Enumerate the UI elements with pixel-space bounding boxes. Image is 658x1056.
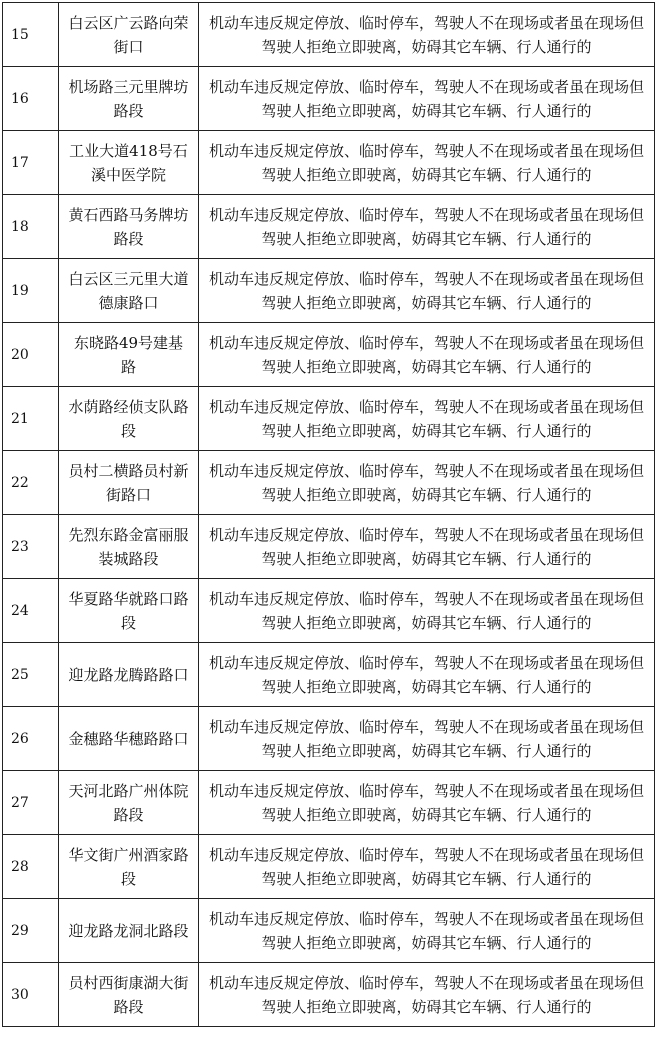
location-text: 黄石西路马务牌坊路段 [68, 205, 189, 248]
description-cell [199, 3, 655, 67]
location-cell [59, 579, 199, 643]
description-cell [199, 515, 655, 579]
table-row [3, 3, 655, 67]
table-row [3, 195, 655, 259]
description-text: 机动车违反规定停放、临时停车，驾驶人不在现场或者虽在现场但驾驶人拒绝立即驶离，妨碍其它车辆、行人通行的 [208, 77, 644, 120]
location-text: 金穗路华穗路路口 [68, 729, 189, 748]
table-row [3, 515, 655, 579]
description-cell [199, 131, 655, 195]
location-cell [59, 643, 199, 707]
location-cell [59, 3, 199, 67]
row-number-cell: 24 [3, 579, 59, 643]
description-text: 机动车违反规定停放、临时停车，驾驶人不在现场或者虽在现场但驾驶人拒绝立即驶离，妨碍其它车辆、行人通行的 [208, 653, 644, 696]
location-text: 东晓路49号建基路 [73, 333, 184, 376]
description-cell [199, 963, 655, 1027]
location-cell [59, 707, 199, 771]
location-text: 白云区三元里大道德康路口 [68, 269, 189, 312]
location-text: 华夏路华就路口路段 [68, 589, 189, 632]
table-row [3, 707, 655, 771]
row-number-cell: 20 [3, 323, 59, 387]
location-text: 工业大道418号石溪中医学院 [69, 141, 188, 184]
table-row [3, 451, 655, 515]
location-cell [59, 771, 199, 835]
description-cell [199, 387, 655, 451]
row-number-cell: 29 [3, 899, 59, 963]
location-text: 员村二横路员村新街路口 [68, 461, 189, 504]
row-number-cell: 30 [3, 963, 59, 1027]
description-text: 机动车违反规定停放、临时停车，驾驶人不在现场或者虽在现场但驾驶人拒绝立即驶离，妨碍其它车辆、行人通行的 [208, 269, 644, 312]
table-row [3, 387, 655, 451]
description-cell [199, 771, 655, 835]
location-text: 华文街广州酒家路段 [68, 845, 189, 888]
location-text: 员村西街康湖大街路段 [68, 973, 189, 1016]
row-number-cell: 16 [3, 67, 59, 131]
description-cell [199, 643, 655, 707]
location-cell [59, 323, 199, 387]
description-text: 机动车违反规定停放、临时停车，驾驶人不在现场或者虽在现场但驾驶人拒绝立即驶离，妨碍其它车辆、行人通行的 [208, 205, 644, 248]
location-cell [59, 515, 199, 579]
table-row [3, 643, 655, 707]
description-text: 机动车违反规定停放、临时停车，驾驶人不在现场或者虽在现场但驾驶人拒绝立即驶离，妨碍其它车辆、行人通行的 [208, 397, 644, 440]
violation-locations-table [2, 2, 655, 1027]
description-text: 机动车违反规定停放、临时停车，驾驶人不在现场或者虽在现场但驾驶人拒绝立即驶离，妨碍其它车辆、行人通行的 [208, 717, 644, 760]
description-text: 机动车违反规定停放、临时停车，驾驶人不在现场或者虽在现场但驾驶人拒绝立即驶离，妨碍其它车辆、行人通行的 [208, 461, 644, 504]
location-cell [59, 259, 199, 323]
description-cell [199, 259, 655, 323]
row-number-cell: 15 [3, 3, 59, 67]
description-text: 机动车违反规定停放、临时停车，驾驶人不在现场或者虽在现场但驾驶人拒绝立即驶离，妨碍其它车辆、行人通行的 [208, 909, 644, 952]
description-text: 机动车违反规定停放、临时停车，驾驶人不在现场或者虽在现场但驾驶人拒绝立即驶离，妨碍其它车辆、行人通行的 [208, 141, 644, 184]
description-text: 机动车违反规定停放、临时停车，驾驶人不在现场或者虽在现场但驾驶人拒绝立即驶离，妨碍其它车辆、行人通行的 [208, 525, 644, 568]
location-text: 白云区广云路向荣街口 [68, 13, 189, 56]
row-number-cell: 18 [3, 195, 59, 259]
location-cell [59, 451, 199, 515]
description-cell [199, 835, 655, 899]
description-cell [199, 707, 655, 771]
location-text: 先烈东路金富丽服装城路段 [68, 525, 189, 568]
location-cell [59, 899, 199, 963]
table-row [3, 899, 655, 963]
description-cell [199, 67, 655, 131]
row-number-cell: 26 [3, 707, 59, 771]
description-text: 机动车违反规定停放、临时停车，驾驶人不在现场或者虽在现场但驾驶人拒绝立即驶离，妨碍其它车辆、行人通行的 [208, 845, 644, 888]
table-row [3, 579, 655, 643]
description-text: 机动车违反规定停放、临时停车，驾驶人不在现场或者虽在现场但驾驶人拒绝立即驶离，妨碍其它车辆、行人通行的 [208, 589, 644, 632]
table-row [3, 963, 655, 1027]
description-cell [199, 579, 655, 643]
description-cell [199, 195, 655, 259]
row-number-cell: 17 [3, 131, 59, 195]
table-row [3, 67, 655, 131]
location-text: 机场路三元里牌坊路段 [68, 77, 189, 120]
table-row [3, 259, 655, 323]
location-cell [59, 131, 199, 195]
table-row [3, 835, 655, 899]
table-row [3, 131, 655, 195]
location-cell [59, 67, 199, 131]
description-text: 机动车违反规定停放、临时停车，驾驶人不在现场或者虽在现场但驾驶人拒绝立即驶离，妨碍其它车辆、行人通行的 [208, 13, 644, 56]
location-cell [59, 387, 199, 451]
location-cell [59, 963, 199, 1027]
table-row [3, 771, 655, 835]
description-text: 机动车违反规定停放、临时停车，驾驶人不在现场或者虽在现场但驾驶人拒绝立即驶离，妨碍其它车辆、行人通行的 [208, 973, 644, 1016]
row-number-cell: 22 [3, 451, 59, 515]
location-cell [59, 835, 199, 899]
row-number-cell: 21 [3, 387, 59, 451]
location-text: 迎龙路龙腾路路口 [68, 665, 189, 684]
description-cell [199, 451, 655, 515]
location-text: 水荫路经侦支队路段 [68, 397, 189, 440]
description-cell [199, 899, 655, 963]
description-text: 机动车违反规定停放、临时停车，驾驶人不在现场或者虽在现场但驾驶人拒绝立即驶离，妨碍其它车辆、行人通行的 [208, 781, 644, 824]
description-cell [199, 323, 655, 387]
row-number-cell: 27 [3, 771, 59, 835]
location-cell [59, 195, 199, 259]
location-text: 天河北路广州体院路段 [68, 781, 189, 824]
row-number-cell: 19 [3, 259, 59, 323]
description-text: 机动车违反规定停放、临时停车，驾驶人不在现场或者虽在现场但驾驶人拒绝立即驶离，妨碍其它车辆、行人通行的 [208, 333, 644, 376]
table-body [3, 3, 655, 1027]
row-number-cell: 25 [3, 643, 59, 707]
location-text: 迎龙路龙洞北路段 [68, 921, 189, 940]
table-row [3, 323, 655, 387]
row-number-cell: 28 [3, 835, 59, 899]
row-number-cell: 23 [3, 515, 59, 579]
